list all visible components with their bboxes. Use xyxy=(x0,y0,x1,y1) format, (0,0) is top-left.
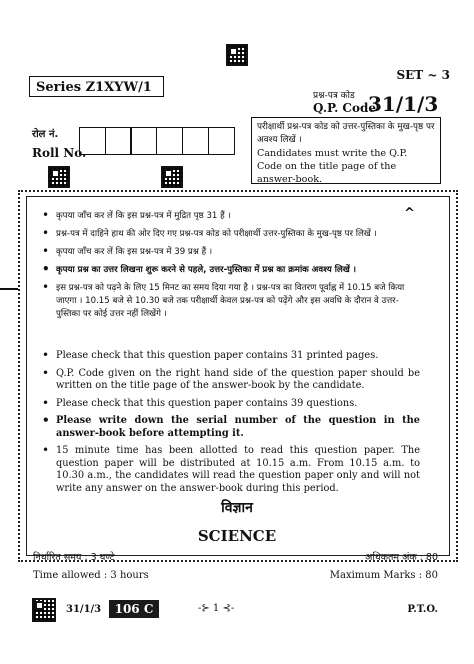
roll-digit-box[interactable] xyxy=(79,127,106,155)
list-item: • Please check that this question paper contains 39 questions. xyxy=(40,398,420,411)
time-allowed-hindi: निर्धारित समय : 3 घण्टे xyxy=(33,552,115,563)
page-number: -⊱ 1 ⊰- xyxy=(198,603,235,614)
roll-hindi-label: रोल नं. xyxy=(32,129,59,140)
max-marks: Maximum Marks : 80 xyxy=(329,570,438,581)
time-allowed: Time allowed : 3 hours xyxy=(33,570,149,581)
set-number: SET ~ 3 xyxy=(396,68,450,82)
margin-mark xyxy=(0,288,18,290)
caret-mark: ^ xyxy=(404,206,415,221)
list-item: • कृपया प्रश्न का उत्तर लिखना शुरू करने से पहले, उत्तर-पुस्तिका में प्रश्न का क्रमांक अवश्य लिखें । xyxy=(40,264,420,277)
series-box xyxy=(29,76,164,97)
notice-hindi: परीक्षार्थी प्रश्न-पत्र कोड को उत्तर-पुस्तिका के मुख-पृष्ठ पर अवश्य लिखें । xyxy=(257,122,435,145)
list-item: • Please check that this question paper contains 31 printed pages. xyxy=(40,350,420,363)
notice-english: Candidates must write the Q.P. Code on the title page of the answer-book. xyxy=(257,148,408,185)
subject-hindi: विज्ञान xyxy=(221,500,253,516)
qp-code-label: Q.P. Code xyxy=(313,101,377,115)
footer-qp-code: 31/1/3 xyxy=(66,604,102,615)
list-item: • इस प्रश्न-पत्र को पढ़ने के लिए 15 मिनट का समय दिया गया है । प्रश्न-पत्र का वितरण पूर्वाह्न में 10.15 बजे किया जाएगा । 10.15 बजे से 10.30 बजे तक परीक्षार्थी केवल प्रश्न-पत्र को पढ़ेंगे और इस अवधि के दौरान वे उत्तर-पुस्तिका पर कोई उत्तर नहीं लिखेंगे । xyxy=(40,282,420,321)
roll-digit-box[interactable] xyxy=(105,127,132,155)
list-item: • कृपया जाँच कर लें कि इस प्रश्न-पत्र में 39 प्रश्न हैं । xyxy=(40,246,420,259)
left-qr-code xyxy=(48,166,70,188)
footer-badge: 106 C xyxy=(109,600,159,618)
top-qr-code xyxy=(226,44,248,66)
list-item: • Q.P. Code given on the right hand side of the question paper should be written on the title page of the answer-book by the candidate. xyxy=(40,368,420,393)
roll-digit-box[interactable] xyxy=(182,127,209,155)
pto-label: P.T.O. xyxy=(407,604,438,615)
footer-qr-code xyxy=(32,598,56,622)
series-label: Series Z1XYW/1 xyxy=(36,80,152,95)
instructions-english-list xyxy=(40,350,420,500)
roll-digit-box[interactable] xyxy=(156,127,183,155)
instructions-hindi-list xyxy=(40,210,420,326)
list-item: • 15 minute time has been allotted to read this question paper. The question paper will be distributed at 10.15 a.m. From 10.15 a.m. to 10.30 a.m., the candidates will read the question paper only and will not write any answer on the answer-book during this period. xyxy=(40,445,420,495)
list-item: • Please write down the serial number of the question in the answer-book before attempting it. xyxy=(40,415,420,440)
subject-english: SCIENCE xyxy=(197,527,277,545)
roll-digit-box[interactable] xyxy=(208,127,235,155)
roll-number-boxes[interactable] xyxy=(80,127,235,155)
qp-code-notice-box xyxy=(251,117,441,184)
middle-qr-code xyxy=(161,166,183,188)
qp-code-value: 31/1/3 xyxy=(368,92,439,116)
roll-label: Roll No. xyxy=(32,146,87,160)
qp-code-hindi-label: प्रश्न-पत्र कोड xyxy=(313,91,355,101)
max-marks-hindi: अधिकतम अंक : 80 xyxy=(365,552,438,563)
roll-digit-box[interactable] xyxy=(130,127,157,155)
list-item: • प्रश्न-पत्र में दाहिने हाथ की ओर दिए गए प्रश्न-पत्र कोड को परीक्षार्थी उत्तर-पुस्तिका के मुख-पृष्ठ पर लिखें । xyxy=(40,228,420,241)
list-item: • कृपया जाँच कर लें कि इस प्रश्न-पत्र में मुद्रित पृष्ठ 31 हैं । xyxy=(40,210,420,223)
